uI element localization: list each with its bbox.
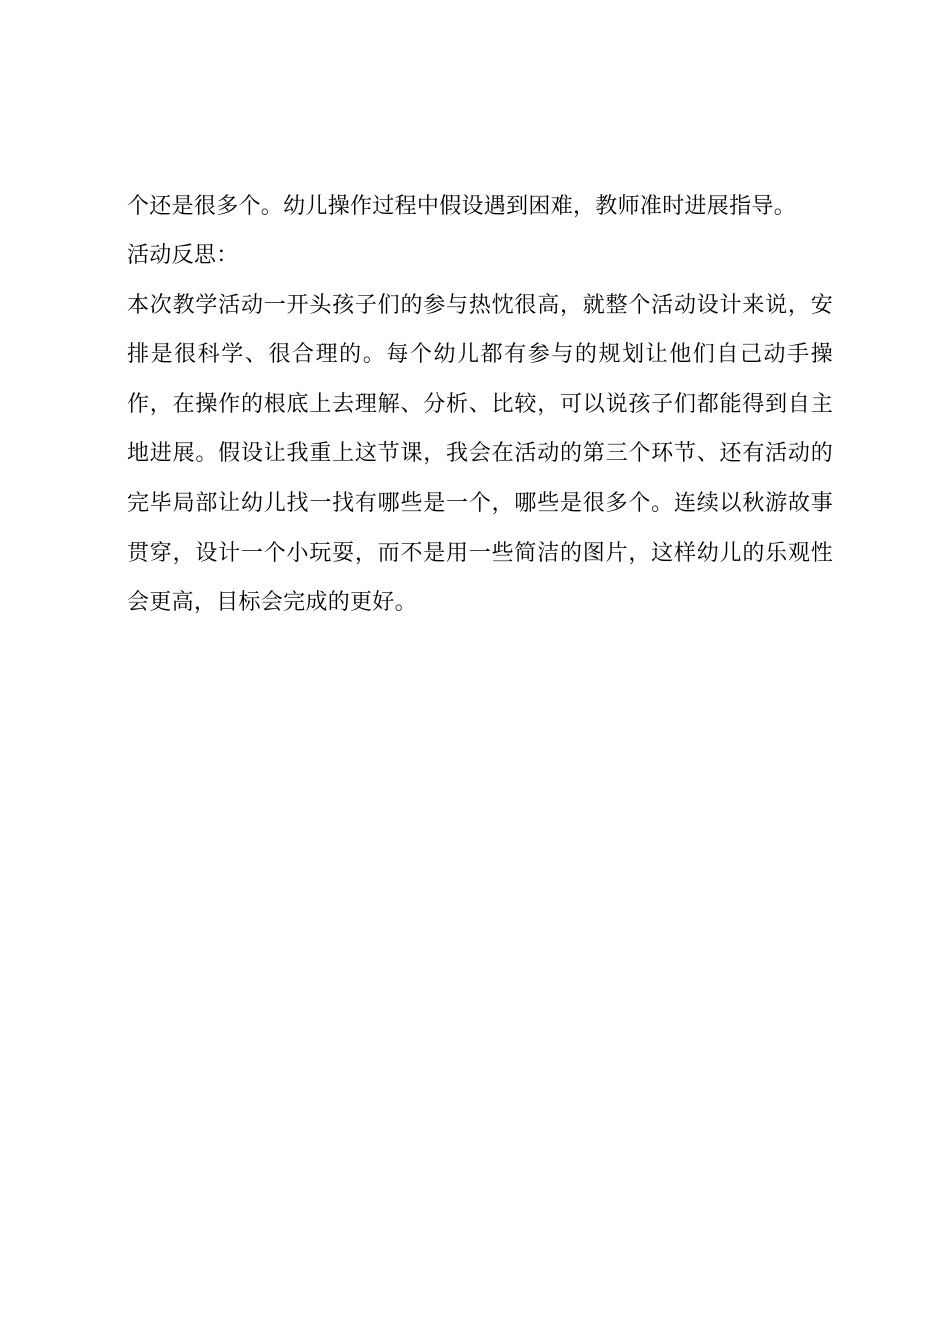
document-body [127, 182, 833, 628]
paragraph-reflection: 本次教学活动一开头孩子们的参与热忱很高，就整个活动设计来说，安排是很科学、很合理的。每个幼儿都有参与的规划让他们自己动手操作，在操作的根底上去理解、分析、比较，可以说孩子们都能得到自主地进展。假设让我重上这节课，我会在活动的第三个环节、还有活动的完毕局部让幼儿找一找有哪些是一个，哪些是很多个。连续以秋游故事贯穿，设计一个小玩耍，而不是用一些简洁的图片，这样幼儿的乐观性会更高，目标会完成的更好。 [127, 292, 833, 616]
paragraph-continuation: 个还是很多个。幼儿操作过程中假设遇到困难，教师准时进展指导。 [127, 194, 797, 219]
section-heading-reflection: 活动反思： [127, 243, 239, 268]
